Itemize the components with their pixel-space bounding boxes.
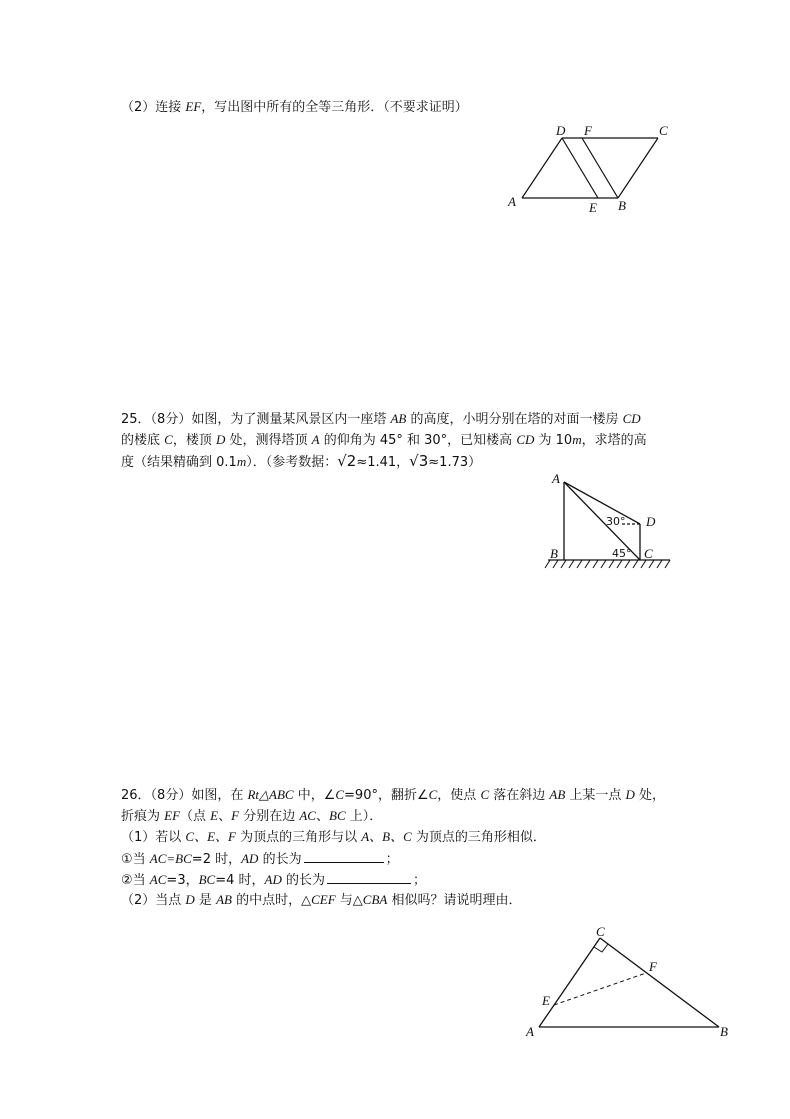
text-fragment: 与△ xyxy=(335,893,363,908)
q26-line4 xyxy=(121,849,399,869)
math-d: D xyxy=(185,892,195,907)
math-d: D xyxy=(625,787,635,802)
math-cd: CD xyxy=(622,411,641,426)
q25-line2 xyxy=(121,431,647,450)
label-f: F xyxy=(584,123,592,138)
angle-30-label: 30° xyxy=(606,515,626,528)
text-fragment: =3， xyxy=(166,873,199,888)
text-fragment: 上）． xyxy=(345,809,383,824)
q26-line3 xyxy=(121,828,546,847)
text-fragment: ≈1.73） xyxy=(428,455,482,470)
text-fragment: 处，测得塔顶 xyxy=(225,433,312,448)
figure-right-triangle xyxy=(520,920,740,1045)
math-bc: BC xyxy=(329,808,346,823)
text-fragment: ，写出图中所有的全等三角形．（不要求证明） xyxy=(201,100,468,115)
label-c: C xyxy=(596,924,605,939)
text-fragment: 为 10 xyxy=(534,433,573,448)
sqrt-3: √3 xyxy=(409,452,429,470)
text-fragment: 处， xyxy=(634,788,666,803)
angle-45-label: 45° xyxy=(612,547,632,560)
text-fragment: 、 xyxy=(218,809,232,824)
text-fragment: ）．（参考数据： xyxy=(246,455,338,470)
text-fragment: 落在斜边 xyxy=(489,788,550,803)
text-fragment: ②当 xyxy=(121,873,150,888)
math-cd: CD xyxy=(516,432,535,447)
text-fragment: ≈1.41， xyxy=(356,455,410,470)
text-fragment: 折痕为 xyxy=(121,809,165,824)
q25-line1 xyxy=(121,410,641,429)
text-fragment: 的高度，小明分别在塔的对面一楼房 xyxy=(406,412,623,427)
answer-blank-2[interactable] xyxy=(327,870,411,884)
label-a: A xyxy=(552,471,560,486)
math-ac: AC xyxy=(149,872,167,887)
math-ab: AB xyxy=(549,787,566,802)
text-fragment: 中，∠ xyxy=(293,788,336,803)
math-condition: AC=BC xyxy=(149,851,192,866)
math-ad: AD xyxy=(241,851,259,866)
label-b: B xyxy=(618,198,626,213)
text-fragment: （2）连接 xyxy=(121,100,186,115)
label-d: D xyxy=(556,123,566,138)
text-fragment: 为顶点的三角形与以 xyxy=(235,830,362,845)
math-c: C xyxy=(164,432,173,447)
math-cef: CEF xyxy=(311,892,336,907)
math-ef: EF xyxy=(164,808,181,823)
label-f: F xyxy=(649,959,657,974)
label-a: A xyxy=(526,1024,534,1039)
math-ad: AD xyxy=(264,872,282,887)
answer-blank-1[interactable] xyxy=(304,849,384,863)
label-e: E xyxy=(542,993,550,1008)
math-ab: AB xyxy=(390,411,407,426)
text-fragment: 25．（8分）如图，为了测量某风景区内一座塔 xyxy=(121,412,391,427)
text-fragment: ，楼顶 xyxy=(172,433,216,448)
text-fragment: 的长为 xyxy=(258,852,302,867)
label-d: D xyxy=(646,514,656,529)
math-c: C xyxy=(335,787,345,802)
label-b: B xyxy=(720,1024,728,1039)
math-a: A xyxy=(311,432,320,447)
math-points: C、E、F xyxy=(185,829,236,844)
text-fragment: ； xyxy=(413,873,427,888)
text-fragment: 的仰角为 45° 和 30°，已知楼高 xyxy=(319,433,517,448)
text-fragment: =90°，翻折∠ xyxy=(344,788,429,803)
text-fragment: 、 xyxy=(315,809,329,824)
text-fragment: ，求塔的高 xyxy=(581,433,647,448)
math-c: C xyxy=(428,787,438,802)
text-fragment: 是 xyxy=(194,893,217,908)
text-fragment: 的楼底 xyxy=(121,433,165,448)
text-fragment: （2）当点 xyxy=(121,893,186,908)
text-fragment: 的中点时，△ xyxy=(231,893,312,908)
math-d: D xyxy=(215,432,226,447)
q25-line3 xyxy=(121,452,481,472)
text-fragment: ①当 xyxy=(121,852,150,867)
figure-tower xyxy=(540,468,680,578)
math-bc: BC xyxy=(198,872,216,887)
text-fragment: 分别在边 xyxy=(239,809,300,824)
q26-line6 xyxy=(121,891,522,910)
label-b: B xyxy=(550,546,558,561)
sqrt-2: √2 xyxy=(337,452,357,470)
math-rt-abc: Rt△ABC xyxy=(247,787,294,802)
text-fragment: 26．（8分）如图，在 xyxy=(121,788,248,803)
text-fragment: 为顶点的三角形相似． xyxy=(411,830,546,845)
text-fragment: ； xyxy=(385,852,399,867)
label-c: C xyxy=(644,546,653,561)
math-ac: AC xyxy=(299,808,316,823)
math-m: m xyxy=(572,432,582,447)
text-fragment: 相似吗？请说明理由． xyxy=(387,893,522,908)
text-fragment: ，使点 xyxy=(437,788,481,803)
q24-part2-text xyxy=(121,98,468,117)
math-ef: EF xyxy=(185,99,202,114)
math-points: A、B、C xyxy=(361,829,412,844)
math-c: C xyxy=(480,787,490,802)
math-f: F xyxy=(231,808,240,823)
label-c: C xyxy=(659,123,668,138)
math-cba: CBA xyxy=(362,892,388,907)
q26-line5 xyxy=(121,870,426,890)
q26-line2 xyxy=(121,807,382,826)
math-ab: AB xyxy=(216,892,232,907)
label-a: A xyxy=(508,194,516,209)
math-m: m xyxy=(236,454,247,469)
text-fragment: （1）若以 xyxy=(121,830,186,845)
text-fragment: （点 xyxy=(180,809,211,824)
text-fragment: 的长为 xyxy=(281,873,325,888)
q26-line1 xyxy=(121,786,665,805)
text-fragment: =2 时， xyxy=(191,852,242,867)
text-fragment: 上某一点 xyxy=(565,788,626,803)
figure-parallelogram xyxy=(500,120,680,220)
math-e: E xyxy=(210,808,219,823)
text-fragment: 度（结果精确到 0.1 xyxy=(121,455,237,470)
text-fragment: =4 时， xyxy=(215,873,265,888)
label-e: E xyxy=(589,200,597,215)
